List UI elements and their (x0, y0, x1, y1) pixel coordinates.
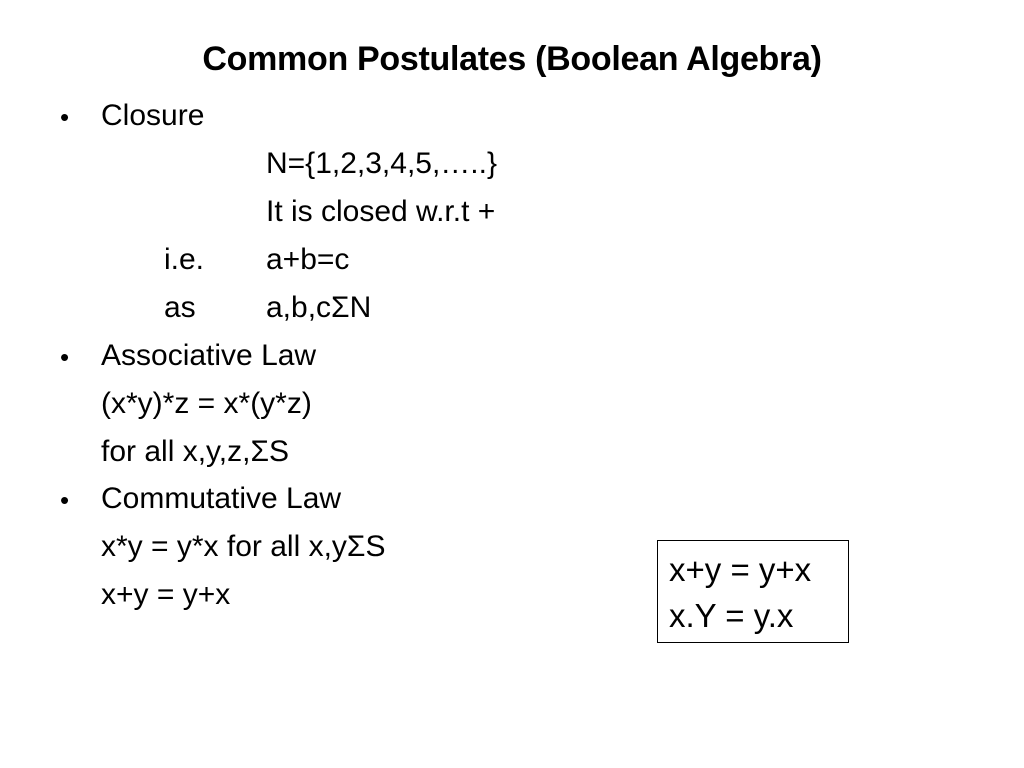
closure-ie-expr: a+b=c (266, 243, 350, 276)
commutative-expr-2: x+y = y+x (101, 578, 231, 611)
slide-title: Common Postulates (Boolean Algebra) (202, 40, 822, 78)
closure-as-expr: a,b,cΣN (266, 291, 372, 324)
closure-ie-label: i.e. (164, 243, 205, 276)
bullet-associative: • (60, 342, 70, 372)
closure-heading: Closure (101, 99, 205, 132)
bullet-commutative: • (60, 485, 70, 515)
commutative-heading: Commutative Law (101, 482, 342, 515)
associative-condition: for all x,y,z,ΣS (101, 435, 290, 468)
boxed-line-1: x+y = y+x (669, 551, 812, 588)
commutative-expr-1: x*y = y*x for all x,yΣS (101, 530, 386, 563)
closure-as-label: as (164, 291, 196, 324)
closure-set-line: N={1,2,3,4,5,…..} (266, 147, 497, 180)
boxed-line-2: x.Y = y.x (669, 597, 794, 634)
associative-heading: Associative Law (101, 339, 317, 372)
boxed-expressions (657, 540, 849, 643)
closure-closed-line: It is closed w.r.t + (266, 195, 496, 228)
associative-expr: (x*y)*z = x*(y*z) (101, 387, 312, 420)
bullet-closure: • (60, 102, 70, 132)
